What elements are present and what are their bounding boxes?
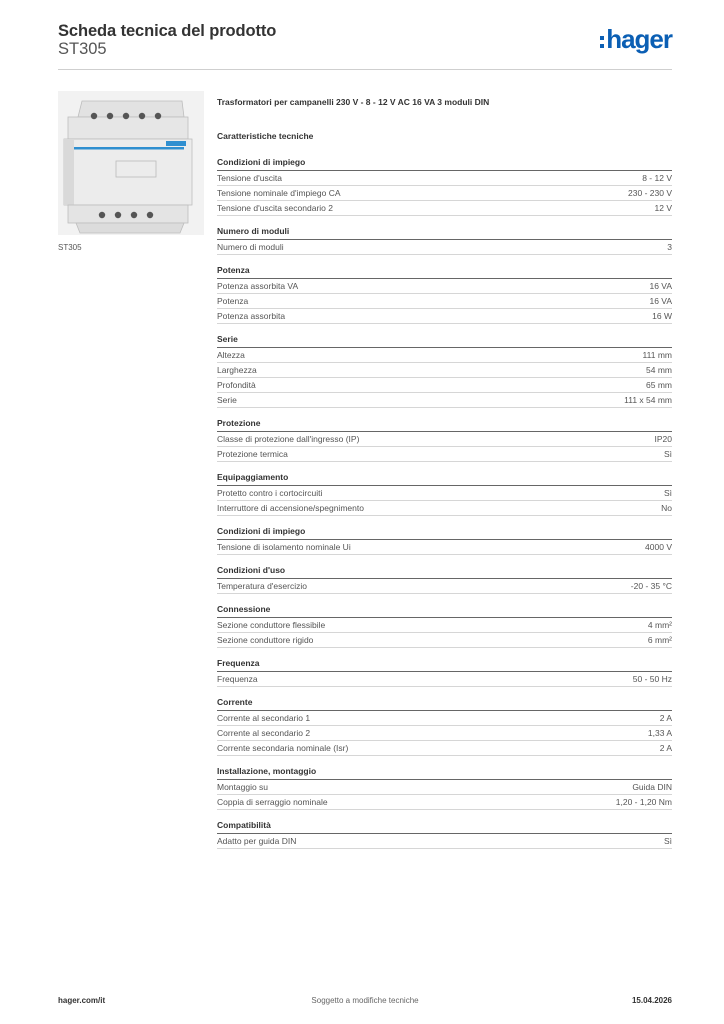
spec-label: Potenza assorbita VA: [217, 281, 299, 291]
spec-row: [217, 279, 672, 294]
spec-row: [217, 540, 672, 555]
page-header: [58, 20, 672, 70]
spec-row: [217, 633, 672, 648]
spec-label: Protetto contro i cortocircuiti: [217, 488, 323, 498]
spec-label: Interruttore di accensione/spegnimento: [217, 503, 364, 513]
spec-value: 230 - 230 V: [628, 188, 672, 198]
spec-label: Coppia di serraggio nominale: [217, 797, 328, 807]
spec-value: No: [661, 503, 672, 513]
spec-value: 2 A: [659, 713, 672, 723]
spec-label: Potenza: [217, 296, 249, 306]
spec-value: Sì: [663, 488, 672, 498]
spec-group: [217, 264, 672, 324]
page-title: Scheda tecnica del prodotto: [58, 22, 277, 40]
spec-row: [217, 486, 672, 501]
spec-value: 1,20 - 1,20 Nm: [615, 797, 672, 807]
spec-group: [217, 333, 672, 408]
spec-row: [217, 780, 672, 795]
logo-text: hager: [606, 24, 672, 54]
spec-value: 111 mm: [642, 350, 672, 360]
characteristics-title: Caratteristiche tecniche: [217, 131, 314, 141]
spec-value: 16 VA: [649, 281, 672, 291]
spec-group: [217, 564, 672, 594]
spec-row: [217, 834, 672, 849]
product-code: ST305: [58, 40, 107, 58]
spec-group-title: Installazione, montaggio: [217, 765, 672, 780]
spec-group: [217, 765, 672, 810]
footer-date: 15.04.2026: [631, 996, 672, 1005]
spec-label: Profondità: [217, 380, 256, 390]
spec-label: Sezione conduttore flessibile: [217, 620, 326, 630]
spec-value: Sì: [663, 836, 672, 846]
spec-group: [217, 819, 672, 849]
spec-group: [217, 471, 672, 516]
spec-value: 2 A: [659, 743, 672, 753]
spec-group-title: Corrente: [217, 696, 672, 711]
spec-row: [217, 618, 672, 633]
spec-value: 4000 V: [645, 542, 672, 552]
spec-group-title: Protezione: [217, 417, 672, 432]
spec-value: 3: [667, 242, 672, 252]
spec-label: Numero di moduli: [217, 242, 284, 252]
spec-value: 4 mm²: [647, 620, 672, 630]
footer-note: Soggetto a modifiche tecniche: [311, 996, 419, 1005]
transformer-device-icon: [58, 91, 204, 235]
spec-value: 8 - 12 V: [642, 173, 672, 183]
spec-row: [217, 171, 672, 186]
spec-value: Guida DIN: [632, 782, 672, 792]
spec-label: Potenza assorbita: [217, 311, 286, 321]
spec-group: [217, 156, 672, 216]
spec-group: [217, 417, 672, 462]
spec-label: Larghezza: [217, 365, 257, 375]
spec-row: [217, 363, 672, 378]
spec-label: Tensione nominale d'impiego CA: [217, 188, 341, 198]
spec-label: Tensione di isolamento nominale Ui: [217, 542, 351, 552]
spec-value: 65 mm: [646, 380, 672, 390]
spec-row: [217, 186, 672, 201]
spec-value: 1,33 A: [647, 728, 672, 738]
logo-colon-icon: [600, 36, 604, 48]
product-image: [58, 91, 204, 235]
spec-group: [217, 225, 672, 255]
spec-group-title: Potenza: [217, 264, 672, 279]
hager-logo: [600, 26, 672, 52]
spec-label: Protezione termica: [217, 449, 288, 459]
spec-group-title: Serie: [217, 333, 672, 348]
product-description: Trasformatori per campanelli 230 V - 8 - 12 V AC 16 VA 3 moduli DIN: [217, 97, 490, 107]
spec-value: 54 mm: [646, 365, 672, 375]
spec-label: Corrente al secondario 1: [217, 713, 311, 723]
spec-value: 111 x 54 mm: [624, 395, 672, 405]
spec-group-title: Connessione: [217, 603, 672, 618]
spec-row: [217, 393, 672, 408]
spec-group-title: Frequenza: [217, 657, 672, 672]
spec-label: Tensione d'uscita: [217, 173, 282, 183]
spec-label: Montaggio su: [217, 782, 269, 792]
spec-group-title: Condizioni di impiego: [217, 525, 672, 540]
spec-label: Classe di protezione dall'ingresso (IP): [217, 434, 360, 444]
spec-group-title: Numero di moduli: [217, 225, 672, 240]
spec-row: [217, 294, 672, 309]
spec-row: [217, 579, 672, 594]
spec-row: [217, 432, 672, 447]
spec-row: [217, 672, 672, 687]
spec-value: IP20: [654, 434, 672, 444]
spec-label: Tensione d'uscita secondario 2: [217, 203, 333, 213]
footer-website: hager.com/it: [58, 996, 106, 1005]
spec-label: Corrente secondaria nominale (Isr): [217, 743, 349, 753]
spec-row: [217, 309, 672, 324]
spec-label: Serie: [217, 395, 237, 405]
spec-group: [217, 696, 672, 756]
spec-value: -20 - 35 °C: [630, 581, 672, 591]
spec-row: [217, 378, 672, 393]
spec-label: Sezione conduttore rigido: [217, 635, 314, 645]
spec-value: 12 V: [654, 203, 672, 213]
spec-label: Corrente al secondario 2: [217, 728, 311, 738]
page-footer: [58, 996, 672, 1010]
spec-content: [217, 96, 672, 858]
spec-row: [217, 348, 672, 363]
spec-group-title: Condizioni di impiego: [217, 156, 672, 171]
spec-label: Temperatura d'esercizio: [217, 581, 307, 591]
spec-row: [217, 711, 672, 726]
spec-value: 16 VA: [649, 296, 672, 306]
spec-value: 50 - 50 Hz: [632, 674, 672, 684]
spec-row: [217, 741, 672, 756]
spec-row: [217, 795, 672, 810]
spec-group-title: Compatibilità: [217, 819, 672, 834]
spec-label: Frequenza: [217, 674, 258, 684]
spec-value: 16 W: [652, 311, 672, 321]
spec-groups: [217, 156, 672, 849]
spec-row: [217, 447, 672, 462]
spec-label: Adatto per guida DIN: [217, 836, 297, 846]
spec-group-title: Condizioni d'uso: [217, 564, 672, 579]
spec-row: [217, 240, 672, 255]
spec-label: Altezza: [217, 350, 245, 360]
spec-group: [217, 603, 672, 648]
spec-row: [217, 501, 672, 516]
spec-value: 6 mm²: [647, 635, 672, 645]
product-image-caption: ST305: [58, 243, 82, 252]
spec-group: [217, 657, 672, 687]
spec-row: [217, 726, 672, 741]
spec-group-title: Equipaggiamento: [217, 471, 672, 486]
spec-group: [217, 525, 672, 555]
spec-value: Sì: [663, 449, 672, 459]
spec-row: [217, 201, 672, 216]
